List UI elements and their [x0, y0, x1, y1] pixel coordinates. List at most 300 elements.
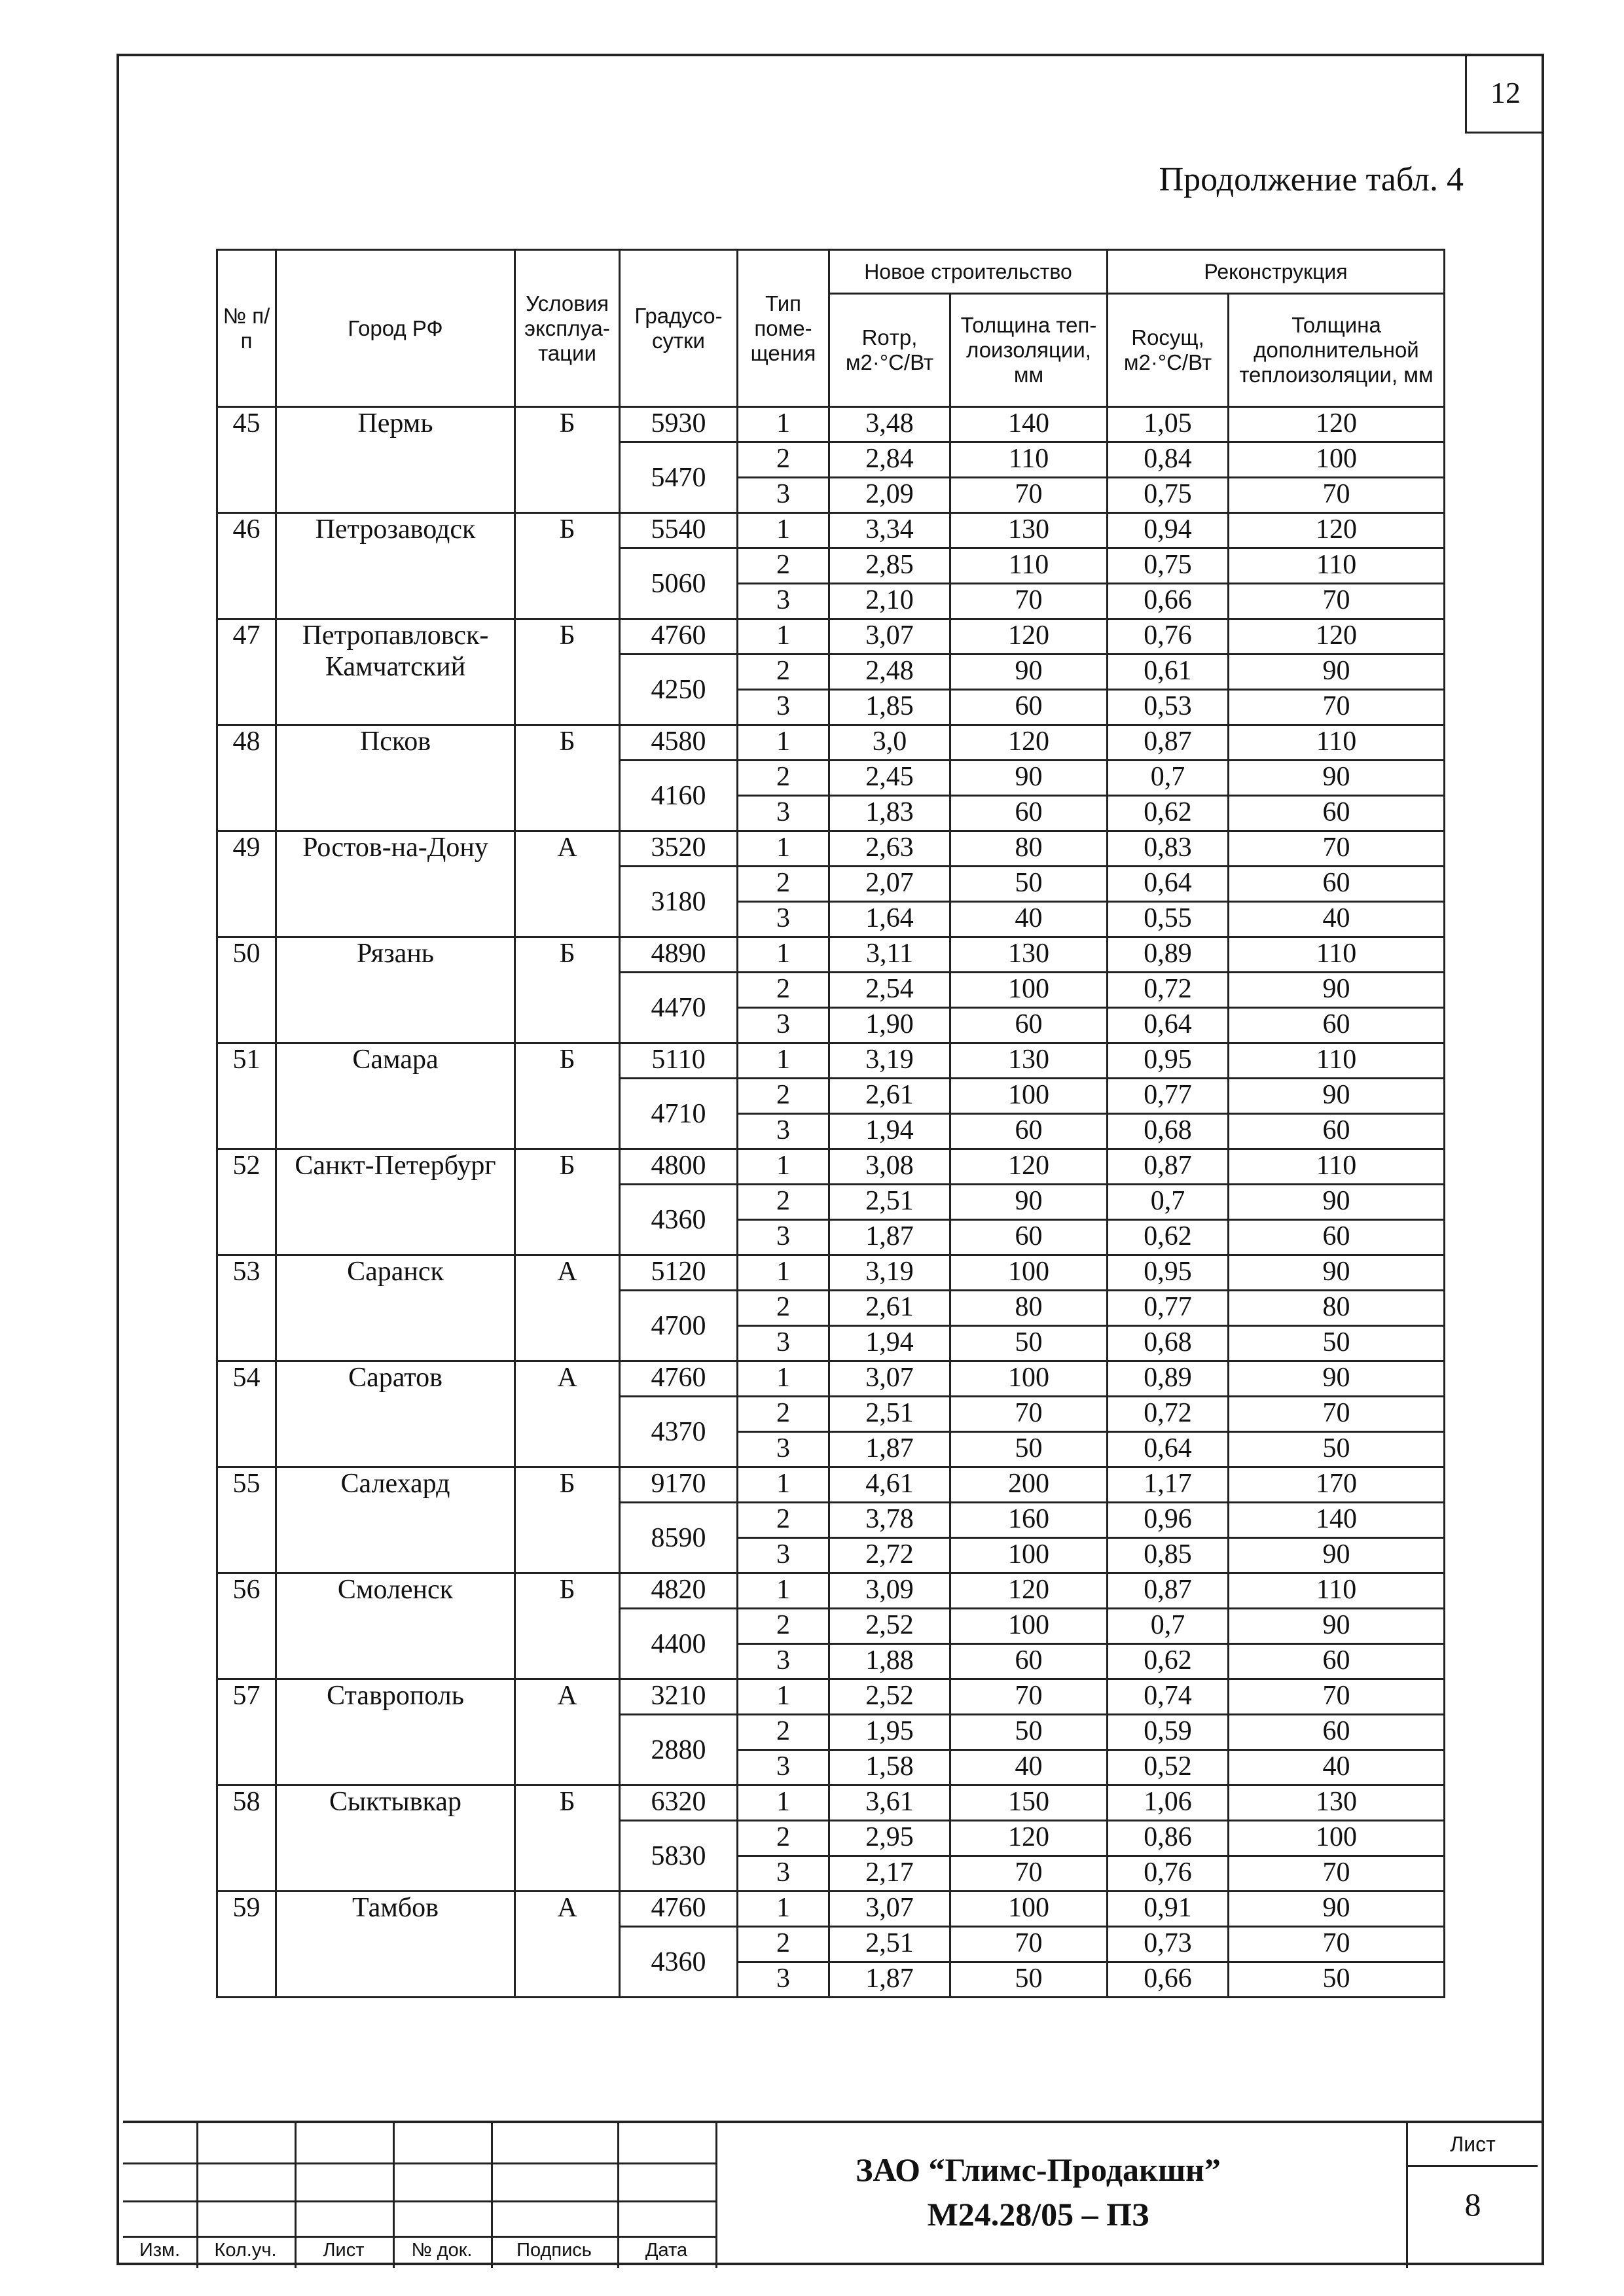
additional-thickness-cell: 70: [1229, 1927, 1445, 1962]
additional-thickness-cell: 60: [1229, 1008, 1445, 1043]
room-type-cell: 3: [738, 584, 829, 619]
thickness-cell: 70: [950, 1927, 1108, 1962]
operating-conditions: Б: [515, 1043, 620, 1149]
degree-days-cell: 4760: [620, 1361, 738, 1397]
row-number: 58: [217, 1785, 276, 1892]
r-existing-cell: 0,84: [1108, 442, 1229, 478]
city-name: Ставрополь: [276, 1679, 515, 1785]
r-existing-cell: 0,61: [1108, 655, 1229, 690]
table-row: [217, 1892, 1445, 1927]
room-type-cell: 2: [738, 548, 829, 584]
header-num: № п/п: [217, 250, 276, 407]
additional-thickness-cell: 50: [1229, 1962, 1445, 1998]
table-row: [217, 513, 1445, 548]
stamp-label-change: Изм.: [139, 2240, 181, 2261]
r-existing-cell: 0,7: [1108, 1185, 1229, 1220]
table-row: [217, 1255, 1445, 1291]
r-required-cell: 2,84: [829, 442, 950, 478]
r-existing-cell: 0,72: [1108, 1397, 1229, 1432]
additional-thickness-cell: 80: [1229, 1291, 1445, 1326]
thickness-cell: 50: [950, 1432, 1108, 1467]
additional-thickness-cell: 90: [1229, 1255, 1445, 1291]
r-required-cell: 1,87: [829, 1432, 950, 1467]
degree-days-cell: 4250: [620, 655, 738, 725]
room-type-cell: 2: [738, 761, 829, 796]
r-required-cell: 3,09: [829, 1573, 950, 1609]
row-number: 53: [217, 1255, 276, 1361]
additional-thickness-cell: 60: [1229, 1114, 1445, 1149]
thickness-cell: 120: [950, 1149, 1108, 1185]
thickness-cell: 60: [950, 1220, 1108, 1255]
room-type-cell: 3: [738, 1220, 829, 1255]
degree-days-cell: 4160: [620, 761, 738, 831]
additional-thickness-cell: 90: [1229, 1892, 1445, 1927]
additional-thickness-cell: 100: [1229, 1821, 1445, 1856]
r-required-cell: 2,61: [829, 1079, 950, 1114]
city-name: Самара: [276, 1043, 515, 1149]
room-type-cell: 3: [738, 796, 829, 831]
additional-thickness-cell: 110: [1229, 1573, 1445, 1609]
additional-thickness-cell: 110: [1229, 937, 1445, 973]
row-number: 45: [217, 407, 276, 513]
row-number: 46: [217, 513, 276, 619]
thickness-cell: 110: [950, 442, 1108, 478]
sheet-number: 8: [1464, 2186, 1481, 2223]
room-type-cell: 1: [738, 1361, 829, 1397]
additional-thickness-cell: 90: [1229, 1609, 1445, 1644]
room-type-cell: 1: [738, 1043, 829, 1079]
room-type-cell: 3: [738, 1326, 829, 1361]
row-number: 49: [217, 831, 276, 937]
thickness-cell: 60: [950, 796, 1108, 831]
thickness-cell: 90: [950, 761, 1108, 796]
r-existing-cell: 0,77: [1108, 1291, 1229, 1326]
r-required-cell: 1,94: [829, 1114, 950, 1149]
r-existing-cell: 0,96: [1108, 1503, 1229, 1538]
r-required-cell: 3,19: [829, 1255, 950, 1291]
operating-conditions: А: [515, 1361, 620, 1467]
thickness-cell: 70: [950, 584, 1108, 619]
thickness-cell: 130: [950, 937, 1108, 973]
table-continuation-caption: Продолжение табл. 4: [1159, 161, 1464, 198]
additional-thickness-cell: 70: [1229, 831, 1445, 867]
r-required-cell: 1,87: [829, 1220, 950, 1255]
additional-thickness-cell: 60: [1229, 1220, 1445, 1255]
r-required-cell: 1,83: [829, 796, 950, 831]
r-required-cell: 1,58: [829, 1750, 950, 1785]
thickness-cell: 70: [950, 1397, 1108, 1432]
operating-conditions: Б: [515, 1785, 620, 1892]
r-required-cell: 2,95: [829, 1821, 950, 1856]
thickness-cell: 70: [950, 1679, 1108, 1715]
r-required-cell: 2,51: [829, 1397, 950, 1432]
additional-thickness-cell: 40: [1229, 1750, 1445, 1785]
thickness-cell: 50: [950, 1962, 1108, 1998]
header-conditions: Условия эксплуа-тации: [515, 250, 620, 407]
room-type-cell: 2: [738, 1079, 829, 1114]
r-required-cell: 2,45: [829, 761, 950, 796]
additional-thickness-cell: 70: [1229, 584, 1445, 619]
table-row: [217, 937, 1445, 973]
thickness-cell: 60: [950, 1644, 1108, 1679]
r-existing-cell: 0,86: [1108, 1821, 1229, 1856]
stamp-label-count: Кол.уч.: [214, 2240, 277, 2261]
room-type-cell: 3: [738, 1008, 829, 1043]
degree-days-cell: 3210: [620, 1679, 738, 1715]
operating-conditions: Б: [515, 407, 620, 513]
r-existing-cell: 0,64: [1108, 867, 1229, 902]
degree-days-cell: 3180: [620, 867, 738, 937]
thickness-cell: 100: [950, 1609, 1108, 1644]
city-name: Сыктывкар: [276, 1785, 515, 1892]
thickness-cell: 100: [950, 1538, 1108, 1573]
thickness-cell: 100: [950, 1361, 1108, 1397]
r-existing-cell: 0,74: [1108, 1679, 1229, 1715]
r-existing-cell: 0,75: [1108, 478, 1229, 513]
r-required-cell: 3,07: [829, 1361, 950, 1397]
thickness-cell: 40: [950, 902, 1108, 937]
r-required-cell: 2,51: [829, 1927, 950, 1962]
r-required-cell: 3,08: [829, 1149, 950, 1185]
r-existing-cell: 0,66: [1108, 584, 1229, 619]
r-required-cell: 2,09: [829, 478, 950, 513]
header-new-construction: Новое строительство: [829, 250, 1108, 294]
additional-thickness-cell: 60: [1229, 796, 1445, 831]
r-existing-cell: 0,62: [1108, 796, 1229, 831]
degree-days-cell: 9170: [620, 1467, 738, 1503]
r-existing-cell: 0,73: [1108, 1927, 1229, 1962]
thickness-cell: 90: [950, 655, 1108, 690]
room-type-cell: 2: [738, 1609, 829, 1644]
degree-days-cell: 4890: [620, 937, 738, 973]
r-existing-cell: 1,05: [1108, 407, 1229, 442]
thickness-cell: 160: [950, 1503, 1108, 1538]
r-required-cell: 3,0: [829, 725, 950, 761]
degree-days-cell: 5470: [620, 442, 738, 513]
table-row: [217, 1573, 1445, 1609]
thickness-cell: 110: [950, 548, 1108, 584]
additional-thickness-cell: 120: [1229, 619, 1445, 655]
r-required-cell: 1,88: [829, 1644, 950, 1679]
operating-conditions: Б: [515, 1573, 620, 1679]
r-required-cell: 2,07: [829, 867, 950, 902]
table-row: [217, 725, 1445, 761]
room-type-cell: 1: [738, 1149, 829, 1185]
document-code: М24.28/05 – ПЗ: [927, 2196, 1149, 2233]
room-type-cell: 2: [738, 867, 829, 902]
r-existing-cell: 0,7: [1108, 761, 1229, 796]
r-existing-cell: 0,85: [1108, 1538, 1229, 1573]
r-existing-cell: 0,72: [1108, 973, 1229, 1008]
city-name: Ростов-на-Дону: [276, 831, 515, 937]
row-number: 50: [217, 937, 276, 1043]
r-required-cell: 2,52: [829, 1609, 950, 1644]
table-row: [217, 1679, 1445, 1715]
room-type-cell: 1: [738, 1573, 829, 1609]
city-name: Саранск: [276, 1255, 515, 1361]
r-existing-cell: 0,91: [1108, 1892, 1229, 1927]
thickness-cell: 90: [950, 1185, 1108, 1220]
stamp-label-signature: Подпись: [516, 2240, 592, 2261]
degree-days-cell: 4360: [620, 1927, 738, 1998]
r-required-cell: 1,85: [829, 690, 950, 725]
degree-days-cell: 4580: [620, 725, 738, 761]
additional-thickness-cell: 110: [1229, 725, 1445, 761]
thickness-cell: 140: [950, 407, 1108, 442]
thickness-cell: 120: [950, 725, 1108, 761]
additional-thickness-cell: 90: [1229, 761, 1445, 796]
operating-conditions: Б: [515, 1149, 620, 1255]
row-number: 55: [217, 1467, 276, 1573]
room-type-cell: 1: [738, 1679, 829, 1715]
r-existing-cell: 0,83: [1108, 831, 1229, 867]
thickness-cell: 120: [950, 1821, 1108, 1856]
additional-thickness-cell: 120: [1229, 513, 1445, 548]
room-type-cell: 2: [738, 1927, 829, 1962]
r-required-cell: 2,51: [829, 1185, 950, 1220]
additional-thickness-cell: 90: [1229, 1185, 1445, 1220]
r-required-cell: 3,07: [829, 619, 950, 655]
r-existing-cell: 0,64: [1108, 1432, 1229, 1467]
r-existing-cell: 0,89: [1108, 937, 1229, 973]
additional-thickness-cell: 130: [1229, 1785, 1445, 1821]
r-required-cell: 2,72: [829, 1538, 950, 1573]
thickness-cell: 50: [950, 1715, 1108, 1750]
degree-days-cell: 5930: [620, 407, 738, 442]
r-existing-cell: 0,52: [1108, 1750, 1229, 1785]
r-existing-cell: 0,87: [1108, 1573, 1229, 1609]
r-existing-cell: 0,95: [1108, 1255, 1229, 1291]
additional-thickness-cell: 90: [1229, 973, 1445, 1008]
additional-thickness-cell: 60: [1229, 1715, 1445, 1750]
room-type-cell: 2: [738, 973, 829, 1008]
operating-conditions: Б: [515, 937, 620, 1043]
row-number: 59: [217, 1892, 276, 1998]
city-name: Санкт-Петербург: [276, 1149, 515, 1255]
additional-thickness-cell: 70: [1229, 1397, 1445, 1432]
room-type-cell: 2: [738, 1821, 829, 1856]
r-required-cell: 3,34: [829, 513, 950, 548]
degree-days-cell: 4360: [620, 1185, 738, 1255]
degree-days-cell: 4400: [620, 1609, 738, 1679]
room-type-cell: 3: [738, 1538, 829, 1573]
additional-thickness-cell: 90: [1229, 1361, 1445, 1397]
room-type-cell: 2: [738, 442, 829, 478]
r-existing-cell: 0,89: [1108, 1361, 1229, 1397]
r-required-cell: 2,52: [829, 1679, 950, 1715]
degree-days-cell: 3520: [620, 831, 738, 867]
header-city: Город РФ: [276, 250, 515, 407]
additional-thickness-cell: 90: [1229, 655, 1445, 690]
thickness-cell: 100: [950, 973, 1108, 1008]
r-required-cell: 3,61: [829, 1785, 950, 1821]
r-existing-cell: 0,76: [1108, 1856, 1229, 1892]
page-number: 12: [1465, 54, 1544, 134]
r-existing-cell: 0,7: [1108, 1609, 1229, 1644]
city-name: Салехард: [276, 1467, 515, 1573]
r-existing-cell: 0,62: [1108, 1220, 1229, 1255]
thickness-cell: 100: [950, 1079, 1108, 1114]
thickness-cell: 200: [950, 1467, 1108, 1503]
r-required-cell: 3,78: [829, 1503, 950, 1538]
r-existing-cell: 1,17: [1108, 1467, 1229, 1503]
table-row: [217, 1361, 1445, 1397]
degree-days-cell: 4710: [620, 1079, 738, 1149]
city-name: Саратов: [276, 1361, 515, 1467]
r-existing-cell: 0,59: [1108, 1715, 1229, 1750]
operating-conditions: А: [515, 1679, 620, 1785]
row-number: 56: [217, 1573, 276, 1679]
thickness-cell: 130: [950, 513, 1108, 548]
r-existing-cell: 0,87: [1108, 725, 1229, 761]
additional-thickness-cell: 70: [1229, 478, 1445, 513]
r-existing-cell: 0,95: [1108, 1043, 1229, 1079]
thickness-cell: 80: [950, 1291, 1108, 1326]
r-existing-cell: 0,68: [1108, 1326, 1229, 1361]
room-type-cell: 1: [738, 1467, 829, 1503]
header-room-type: Тип поме-щения: [738, 250, 829, 407]
table-row: [217, 619, 1445, 655]
additional-thickness-cell: 100: [1229, 442, 1445, 478]
title-block: [123, 2121, 1544, 2268]
room-type-cell: 1: [738, 1892, 829, 1927]
r-existing-cell: 0,68: [1108, 1114, 1229, 1149]
header-r-sush: Roсущ, м2·°С/Вт: [1108, 294, 1229, 407]
degree-days-cell: 5110: [620, 1043, 738, 1079]
thickness-cell: 60: [950, 690, 1108, 725]
additional-thickness-cell: 110: [1229, 548, 1445, 584]
operating-conditions: Б: [515, 725, 620, 831]
degree-days-cell: 4760: [620, 619, 738, 655]
degree-days-cell: 4470: [620, 973, 738, 1043]
table-row: [217, 1785, 1445, 1821]
r-existing-cell: 1,06: [1108, 1785, 1229, 1821]
header-reconstruction: Реконструкция: [1108, 250, 1445, 294]
thickness-cell: 60: [950, 1008, 1108, 1043]
degree-days-cell: 4800: [620, 1149, 738, 1185]
table-row: [217, 1467, 1445, 1503]
r-existing-cell: 0,87: [1108, 1149, 1229, 1185]
additional-thickness-cell: 50: [1229, 1432, 1445, 1467]
r-required-cell: 2,85: [829, 548, 950, 584]
city-name: Петропавловск-Камчатский: [276, 619, 515, 725]
row-number: 51: [217, 1043, 276, 1149]
thickness-cell: 50: [950, 1326, 1108, 1361]
room-type-cell: 1: [738, 619, 829, 655]
additional-thickness-cell: 140: [1229, 1503, 1445, 1538]
city-name: Петрозаводск: [276, 513, 515, 619]
room-type-cell: 1: [738, 1785, 829, 1821]
row-number: 48: [217, 725, 276, 831]
thickness-cell: 120: [950, 1573, 1108, 1609]
additional-thickness-cell: 60: [1229, 867, 1445, 902]
table-row: [217, 1043, 1445, 1079]
additional-thickness-cell: 120: [1229, 407, 1445, 442]
degree-days-cell: 4820: [620, 1573, 738, 1609]
additional-thickness-cell: 70: [1229, 1856, 1445, 1892]
room-type-cell: 1: [738, 1255, 829, 1291]
r-required-cell: 1,90: [829, 1008, 950, 1043]
r-existing-cell: 0,94: [1108, 513, 1229, 548]
row-number: 47: [217, 619, 276, 725]
thickness-cell: 80: [950, 831, 1108, 867]
room-type-cell: 2: [738, 1397, 829, 1432]
additional-thickness-cell: 40: [1229, 902, 1445, 937]
r-existing-cell: 0,77: [1108, 1079, 1229, 1114]
thickness-cell: 70: [950, 1856, 1108, 1892]
r-existing-cell: 0,64: [1108, 1008, 1229, 1043]
degree-days-cell: 2880: [620, 1715, 738, 1785]
degree-days-cell: 4370: [620, 1397, 738, 1467]
degree-days-cell: 5120: [620, 1255, 738, 1291]
room-type-cell: 3: [738, 1114, 829, 1149]
r-existing-cell: 0,76: [1108, 619, 1229, 655]
room-type-cell: 2: [738, 1291, 829, 1326]
revision-grid: [123, 2123, 715, 2268]
insulation-table: [216, 249, 1445, 1998]
room-type-cell: 2: [738, 655, 829, 690]
r-required-cell: 3,11: [829, 937, 950, 973]
room-type-cell: 2: [738, 1185, 829, 1220]
degree-days-cell: 5060: [620, 548, 738, 619]
table-row: [217, 831, 1445, 867]
room-type-cell: 1: [738, 513, 829, 548]
r-required-cell: 4,61: [829, 1467, 950, 1503]
city-name: Пермь: [276, 407, 515, 513]
room-type-cell: 3: [738, 1856, 829, 1892]
stamp-label-sheet: Лист: [323, 2240, 365, 2261]
r-existing-cell: 0,75: [1108, 548, 1229, 584]
r-required-cell: 1,94: [829, 1326, 950, 1361]
additional-thickness-cell: 110: [1229, 1043, 1445, 1079]
r-required-cell: 2,54: [829, 973, 950, 1008]
sheet-label: Лист: [1408, 2123, 1538, 2167]
r-existing-cell: 0,62: [1108, 1644, 1229, 1679]
operating-conditions: Б: [515, 619, 620, 725]
degree-days-cell: 6320: [620, 1785, 738, 1821]
thickness-cell: 150: [950, 1785, 1108, 1821]
room-type-cell: 1: [738, 407, 829, 442]
r-required-cell: 2,61: [829, 1291, 950, 1326]
additional-thickness-cell: 90: [1229, 1079, 1445, 1114]
table-row: [217, 1149, 1445, 1185]
table-row: [217, 407, 1445, 442]
r-required-cell: 2,48: [829, 655, 950, 690]
stamp-label-docnum: № док.: [411, 2240, 473, 2261]
r-required-cell: 2,17: [829, 1856, 950, 1892]
r-required-cell: 3,19: [829, 1043, 950, 1079]
r-required-cell: 1,95: [829, 1715, 950, 1750]
additional-thickness-cell: 50: [1229, 1326, 1445, 1361]
operating-conditions: А: [515, 831, 620, 937]
r-required-cell: 1,64: [829, 902, 950, 937]
city-name: Рязань: [276, 937, 515, 1043]
r-required-cell: 2,10: [829, 584, 950, 619]
r-existing-cell: 0,55: [1108, 902, 1229, 937]
additional-thickness-cell: 170: [1229, 1467, 1445, 1503]
r-required-cell: 1,87: [829, 1962, 950, 1998]
degree-days-cell: 5830: [620, 1821, 738, 1892]
room-type-cell: 2: [738, 1715, 829, 1750]
city-name: Смоленск: [276, 1573, 515, 1679]
r-required-cell: 3,07: [829, 1892, 950, 1927]
operating-conditions: Б: [515, 1467, 620, 1573]
thickness-cell: 120: [950, 619, 1108, 655]
room-type-cell: 3: [738, 902, 829, 937]
r-existing-cell: 0,53: [1108, 690, 1229, 725]
thickness-cell: 40: [950, 1750, 1108, 1785]
additional-thickness-cell: 70: [1229, 1679, 1445, 1715]
